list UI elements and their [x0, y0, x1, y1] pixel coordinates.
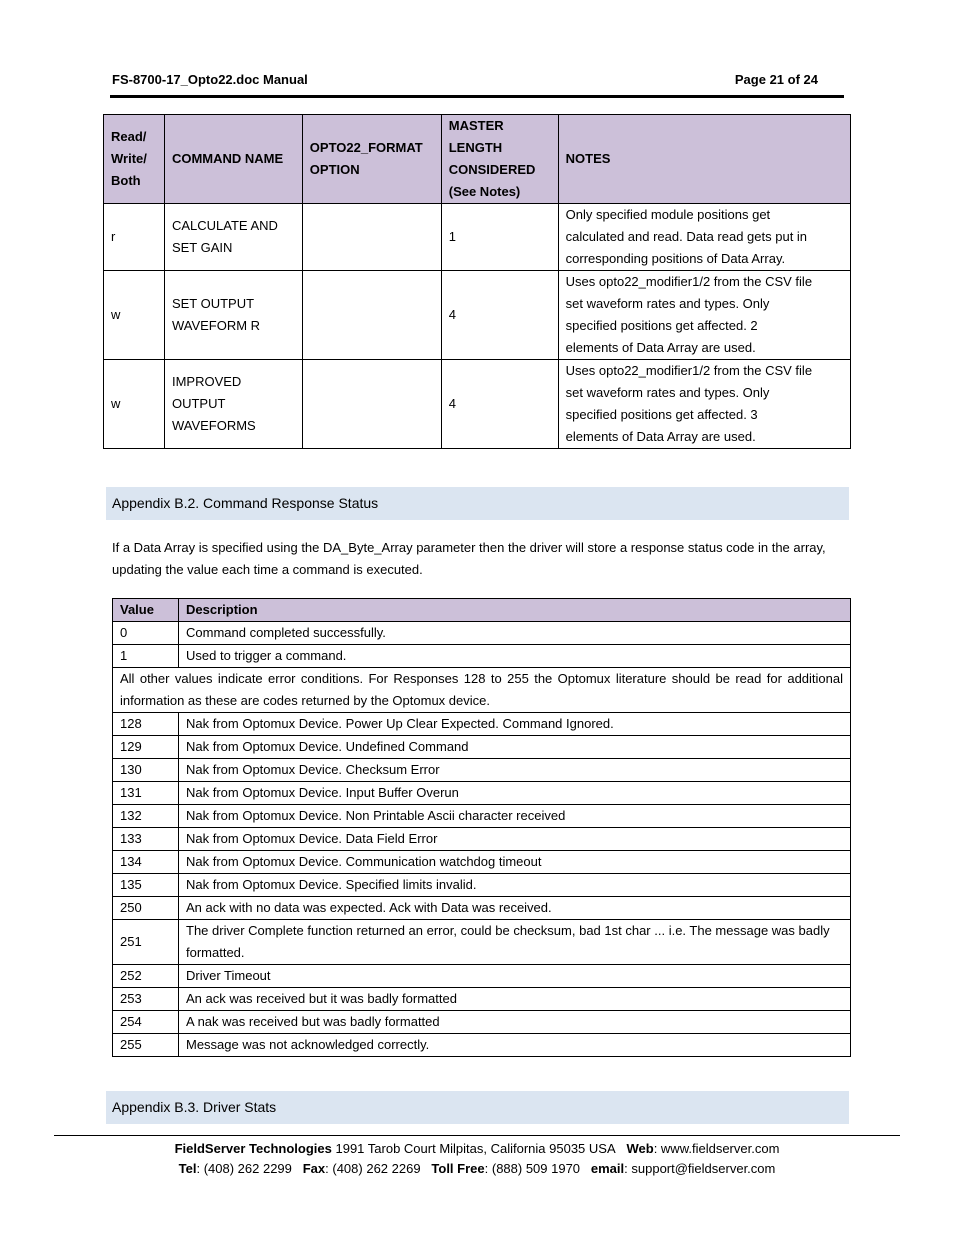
- table-row: [113, 851, 851, 874]
- status-description: Nak from Optomux Device. Checksum Error: [179, 759, 851, 782]
- cell-format: [302, 204, 441, 271]
- table-row: [104, 360, 851, 449]
- status-description: Command completed successfully.: [179, 622, 851, 645]
- status-value: 252: [113, 965, 179, 988]
- command-table: [103, 114, 851, 449]
- cell-command: SET OUTPUT WAVEFORM R: [164, 271, 302, 360]
- footer-tel-label: Tel: [178, 1161, 197, 1176]
- footer-line-2: Tel: (408) 262 2299 Fax: (408) 262 2269 Toll Free: (888) 509 1970 email: support@fieldserver.com: [178, 1161, 776, 1176]
- footer-tollfree: (888) 509 1970: [491, 1161, 581, 1176]
- status-description: Nak from Optomux Device. Power Up Clear Expected. Command Ignored.: [179, 713, 851, 736]
- cell-length: 4: [441, 271, 558, 360]
- table-row: [113, 736, 851, 759]
- footer-email[interactable]: support@fieldserver.com: [631, 1161, 776, 1176]
- table-row: [113, 1034, 851, 1057]
- table-row: [113, 645, 851, 668]
- status-value: 132: [113, 805, 179, 828]
- table-row: [113, 759, 851, 782]
- table-row: [113, 874, 851, 897]
- status-description: Nak from Optomux Device. Undefined Command: [179, 736, 851, 759]
- footer-fax-label: Fax: [302, 1161, 326, 1176]
- footer-tel: (408) 262 2299: [203, 1161, 292, 1176]
- status-description: Driver Timeout: [179, 965, 851, 988]
- status-note: All other values indicate error conditions. For Responses 128 to 255 the Optomux literature should be read for additional information as these are codes returned by the Optomux device.: [113, 668, 851, 713]
- status-description: Nak from Optomux Device. Non Printable Ascii character received: [179, 805, 851, 828]
- table-row: [113, 828, 851, 851]
- status-description: Used to trigger a command.: [179, 645, 851, 668]
- footer-email-label: email: [590, 1161, 625, 1176]
- status-value: 253: [113, 988, 179, 1011]
- page-footer: [54, 1139, 900, 1179]
- status-value: 0: [113, 622, 179, 645]
- header-rwb: Read/ Write/ Both: [104, 115, 165, 204]
- cell-rwb: r: [104, 204, 165, 271]
- status-note-row: [113, 668, 851, 713]
- table-row: [113, 1011, 851, 1034]
- table-row: [104, 271, 851, 360]
- status-value: 254: [113, 1011, 179, 1034]
- cell-format: [302, 271, 441, 360]
- cell-notes: Uses opto22_modifier1/2 from the CSV file set waveform rates and types. Only specified positions get affected. 2 elements of Data Array are used.: [558, 271, 850, 360]
- cell-command: IMPROVED OUTPUT WAVEFORMS: [164, 360, 302, 449]
- footer-line-1: FieldServer Technologies 1991 Tarob Court Milpitas, California 95035 USA Web: www.fieldserver.com: [174, 1141, 780, 1156]
- status-table-header: [113, 599, 851, 622]
- status-value: 250: [113, 897, 179, 920]
- status-description: Nak from Optomux Device. Input Buffer Overun: [179, 782, 851, 805]
- page-number: Page 21 of 24: [734, 72, 818, 87]
- intro-paragraph: If a Data Array is specified using the DA_Byte_Array parameter then the driver will store a response status code in the array, updating the value each time a command is executed.: [112, 540, 826, 577]
- header-format-option: OPTO22_FORMAT OPTION: [302, 115, 441, 204]
- cell-notes: Only specified module positions get calculated and read. Data read gets put in corresponding positions of Data Array.: [558, 204, 850, 271]
- header-master-length: MASTER LENGTH CONSIDERED (See Notes): [441, 115, 558, 204]
- status-description: The driver Complete function returned an error, could be checksum, bad 1st char ... i.e. The message was badly formatted.: [179, 920, 851, 965]
- table-row: [113, 988, 851, 1011]
- table-row: [113, 965, 851, 988]
- section-heading-b2: Appendix B.2. Command Response Status: [106, 487, 849, 520]
- status-description: Message was not acknowledged correctly.: [179, 1034, 851, 1057]
- section-heading-b3: Appendix B.3. Driver Stats: [106, 1091, 849, 1124]
- status-description: Nak from Optomux Device. Specified limits invalid.: [179, 874, 851, 897]
- cell-length: 4: [441, 360, 558, 449]
- footer-tollfree-label: Toll Free: [431, 1161, 485, 1176]
- status-value: 129: [113, 736, 179, 759]
- status-description: An ack was received but it was badly formatted: [179, 988, 851, 1011]
- status-value: 251: [113, 920, 179, 965]
- table-row: [113, 713, 851, 736]
- status-rows-top: [113, 622, 851, 668]
- table-row: [113, 920, 851, 965]
- status-description: A nak was received but was badly formatted: [179, 1011, 851, 1034]
- footer-fax: (408) 262 2269: [332, 1161, 421, 1176]
- footer-address: 1991 Tarob Court Milpitas, California 95035 USA: [335, 1141, 616, 1156]
- table-row: [113, 897, 851, 920]
- status-value: 128: [113, 713, 179, 736]
- cell-length: 1: [441, 204, 558, 271]
- cell-rwb: w: [104, 360, 165, 449]
- cell-notes: Uses opto22_modifier1/2 from the CSV file set waveform rates and types. Only specified positions get affected. 3 elements of Data Array are used.: [558, 360, 850, 449]
- status-value: 1: [113, 645, 179, 668]
- status-description: An ack with no data was expected. Ack with Data was received.: [179, 897, 851, 920]
- status-value: 131: [113, 782, 179, 805]
- cell-format: [302, 360, 441, 449]
- header-value: Value: [113, 599, 179, 622]
- cell-command: CALCULATE AND SET GAIN: [164, 204, 302, 271]
- header-command-name: COMMAND NAME: [164, 115, 302, 204]
- status-rows-bottom: [113, 713, 851, 1057]
- footer-company: FieldServer Technologies: [174, 1141, 332, 1156]
- document-title: FS-8700-17_Opto22.doc Manual: [112, 72, 308, 87]
- table-row: [113, 805, 851, 828]
- status-value: 135: [113, 874, 179, 897]
- status-table: [112, 598, 851, 1057]
- page-header: [112, 72, 818, 87]
- command-table-header: [104, 115, 851, 204]
- status-value: 134: [113, 851, 179, 874]
- table-row: [113, 782, 851, 805]
- header-description: Description: [179, 599, 851, 622]
- header-divider: [110, 95, 844, 98]
- table-row: [113, 622, 851, 645]
- header-notes: NOTES: [558, 115, 850, 204]
- footer-web-label: Web: [626, 1141, 654, 1156]
- footer-divider: [54, 1135, 900, 1136]
- status-description: Nak from Optomux Device. Data Field Error: [179, 828, 851, 851]
- cell-rwb: w: [104, 271, 165, 360]
- status-value: 133: [113, 828, 179, 851]
- status-description: Nak from Optomux Device. Communication watchdog timeout: [179, 851, 851, 874]
- status-value: 130: [113, 759, 179, 782]
- table-row: [104, 204, 851, 271]
- status-value: 255: [113, 1034, 179, 1057]
- footer-web[interactable]: www.fieldserver.com: [660, 1141, 780, 1156]
